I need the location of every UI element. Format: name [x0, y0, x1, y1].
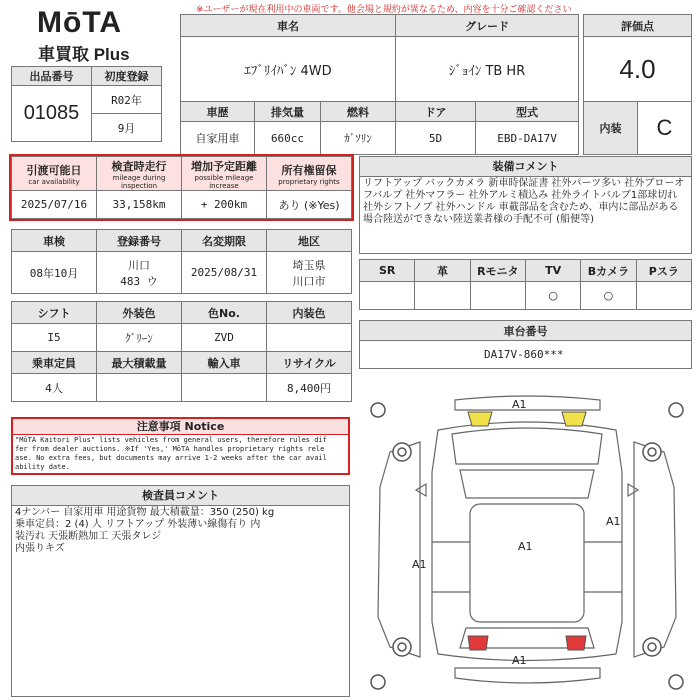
- specs-table: [11, 301, 352, 402]
- grade-label: グレード: [396, 15, 579, 37]
- option-label: Bカメラ: [581, 260, 636, 282]
- score-label: 評価点: [584, 15, 692, 37]
- model-label: 型式: [476, 102, 579, 122]
- car-name-value: ｴﾌﾞﾘｲﾊﾞﾝ 4WD: [181, 37, 396, 102]
- mileage-value: 33,158km: [97, 191, 182, 219]
- inspection-label: 車検: [12, 230, 97, 252]
- area-label: 地区: [267, 230, 352, 252]
- rear-right-light: [566, 636, 586, 650]
- proprietary-rights-value: あり (※Yes): [267, 191, 352, 219]
- capacity-label: 乗車定員: [12, 352, 97, 374]
- rear-left-light: [468, 636, 488, 650]
- option-label: Pスラ: [636, 260, 691, 282]
- history-value: 自家用車: [181, 122, 255, 155]
- mileage-increase-label: 増加予定距離 possible mileage increase: [182, 157, 267, 191]
- damage-mark-front: A1: [512, 398, 527, 411]
- grade-value: ｼﾞｮｲﾝ TB HR: [396, 37, 579, 102]
- option-value: ○: [581, 282, 636, 310]
- inspector-comment-box: [11, 485, 350, 697]
- damage-diagram: [360, 392, 694, 697]
- equipment-comment-text: リフトアップ バックカメラ 新車時保証書 社外パーツ多い 社外ブローオフバルブ 社外マフラー 社外アルミ積込み 社外ライトバルブ1部球切れ 社外シフトノブ 社外ハンドル 車載部品を含むため、車内に部品がある場合陸送ができない陸送業者様の手配不可 (船便等): [363, 178, 685, 225]
- damage-mark-rear: A1: [512, 654, 527, 667]
- interior-color-value: [267, 324, 352, 352]
- car-name-label: 車名: [181, 15, 396, 37]
- option-label: Rモニタ: [470, 260, 525, 282]
- car-outline: [360, 392, 694, 697]
- area-value: 埼玉県 川口市: [267, 252, 352, 294]
- shift-label: シフト: [12, 302, 97, 324]
- max-load-label: 最大積載量: [97, 352, 182, 374]
- lot-number-label: 出品番号: [12, 67, 92, 86]
- interior-color-label: 内装色: [267, 302, 352, 324]
- inspector-comment-title: 検査員コメント: [12, 486, 349, 506]
- max-load-value: [97, 374, 182, 402]
- lot-number-value: 01085: [12, 86, 92, 142]
- recycle-value: 8,400円: [267, 374, 352, 402]
- option-value: [470, 282, 525, 310]
- availability-date-value: 2025/07/16: [12, 191, 97, 219]
- first-reg-year: R02年: [92, 86, 162, 114]
- inspection-value: 08年10月: [12, 252, 97, 294]
- mileage-increase-value: + 200km: [182, 191, 267, 219]
- front-right-light: [562, 412, 586, 426]
- lot-table: [11, 66, 162, 142]
- equipment-comment-box: [359, 156, 692, 254]
- plate-label: 登録番号: [97, 230, 182, 252]
- interior-score-value: C: [638, 102, 692, 155]
- model-value: EBD-DA17V: [476, 122, 579, 155]
- import-value: [182, 374, 267, 402]
- damage-mark-right: A1: [606, 515, 621, 528]
- notice-title: 注意事項 Notice: [13, 419, 348, 435]
- warning-text: ※ユーザーが現在利用中の車両です。他会場と規約が異なるため、内容を十分ご確認ください: [196, 5, 572, 15]
- doors-value: 5D: [396, 122, 476, 155]
- equipment-comment-title: 装備コメント: [360, 157, 691, 177]
- score-value: 4.0: [584, 37, 692, 102]
- options-table: [359, 259, 692, 310]
- fuel-value: ｶﾞｿﾘﾝ: [321, 122, 396, 155]
- displacement-value: 660cc: [255, 122, 321, 155]
- option-label: SR: [360, 260, 415, 282]
- inspector-comment-text: 4ナンバー 自家用車 用途貨物 最大積載量：350 (250) kg 乗車定員：2 (4) 人 リフトアップ 外装薄い線傷有り 内 装汚れ 天張断熱加工 天張タレジ 内張りキズ: [15, 507, 275, 554]
- first-reg-month: 9月: [92, 114, 162, 142]
- option-value: ○: [525, 282, 580, 310]
- name-change-label: 名変期限: [182, 230, 267, 252]
- option-value: [360, 282, 415, 310]
- damage-mark-left: A1: [412, 558, 427, 571]
- logo-mota: MōTA: [37, 6, 123, 39]
- chassis-value: DA17V-860***: [360, 341, 692, 369]
- chassis-label: 車台番号: [360, 321, 692, 341]
- availability-date-label: 引渡可能日 car availability: [12, 157, 97, 191]
- exterior-color-value: ｸﾞﾘｰﾝ: [97, 324, 182, 352]
- exterior-color-label: 外装色: [97, 302, 182, 324]
- proprietary-rights-label: 所有権留保 proprietary rights: [267, 157, 352, 191]
- option-value: [636, 282, 691, 310]
- damage-mark-roof: A1: [518, 540, 533, 553]
- history-label: 車歴: [181, 102, 255, 122]
- fuel-label: 燃料: [321, 102, 396, 122]
- import-label: 輸入車: [182, 352, 267, 374]
- interior-score-label: 内装: [584, 102, 638, 155]
- option-label: 革: [415, 260, 470, 282]
- score-table: [583, 14, 692, 155]
- registration-table: [11, 229, 352, 294]
- name-change-value: 2025/08/31: [182, 252, 267, 294]
- notice-box: [11, 417, 350, 475]
- mileage-label: 検査時走行 mileage during inspection: [97, 157, 182, 191]
- notice-body: "MōTA Kaitori Plus" lists vehicles from general users, therefore rules dif fer from dealer auctions. ※If 'Yes,' MōTA handles proprietary rights rele ase. No extra fees, but documents may arrive 1-2 weeks after the car avail ability date.: [15, 436, 327, 471]
- logo-subtitle: 車買取 Plus: [38, 45, 130, 64]
- availability-table: [11, 156, 352, 219]
- shift-value: I5: [12, 324, 97, 352]
- color-no-value: ZVD: [182, 324, 267, 352]
- color-no-label: 色No.: [182, 302, 267, 324]
- plate-value: 川口 483 ウ: [97, 252, 182, 294]
- doors-label: ドア: [396, 102, 476, 122]
- option-label: TV: [525, 260, 580, 282]
- recycle-label: リサイクル: [267, 352, 352, 374]
- front-left-light: [468, 412, 492, 426]
- vehicle-table: [180, 14, 579, 155]
- capacity-value: 4人: [12, 374, 97, 402]
- displacement-label: 排気量: [255, 102, 321, 122]
- first-reg-label: 初度登録: [92, 67, 162, 86]
- option-value: [415, 282, 470, 310]
- chassis-table: [359, 320, 692, 369]
